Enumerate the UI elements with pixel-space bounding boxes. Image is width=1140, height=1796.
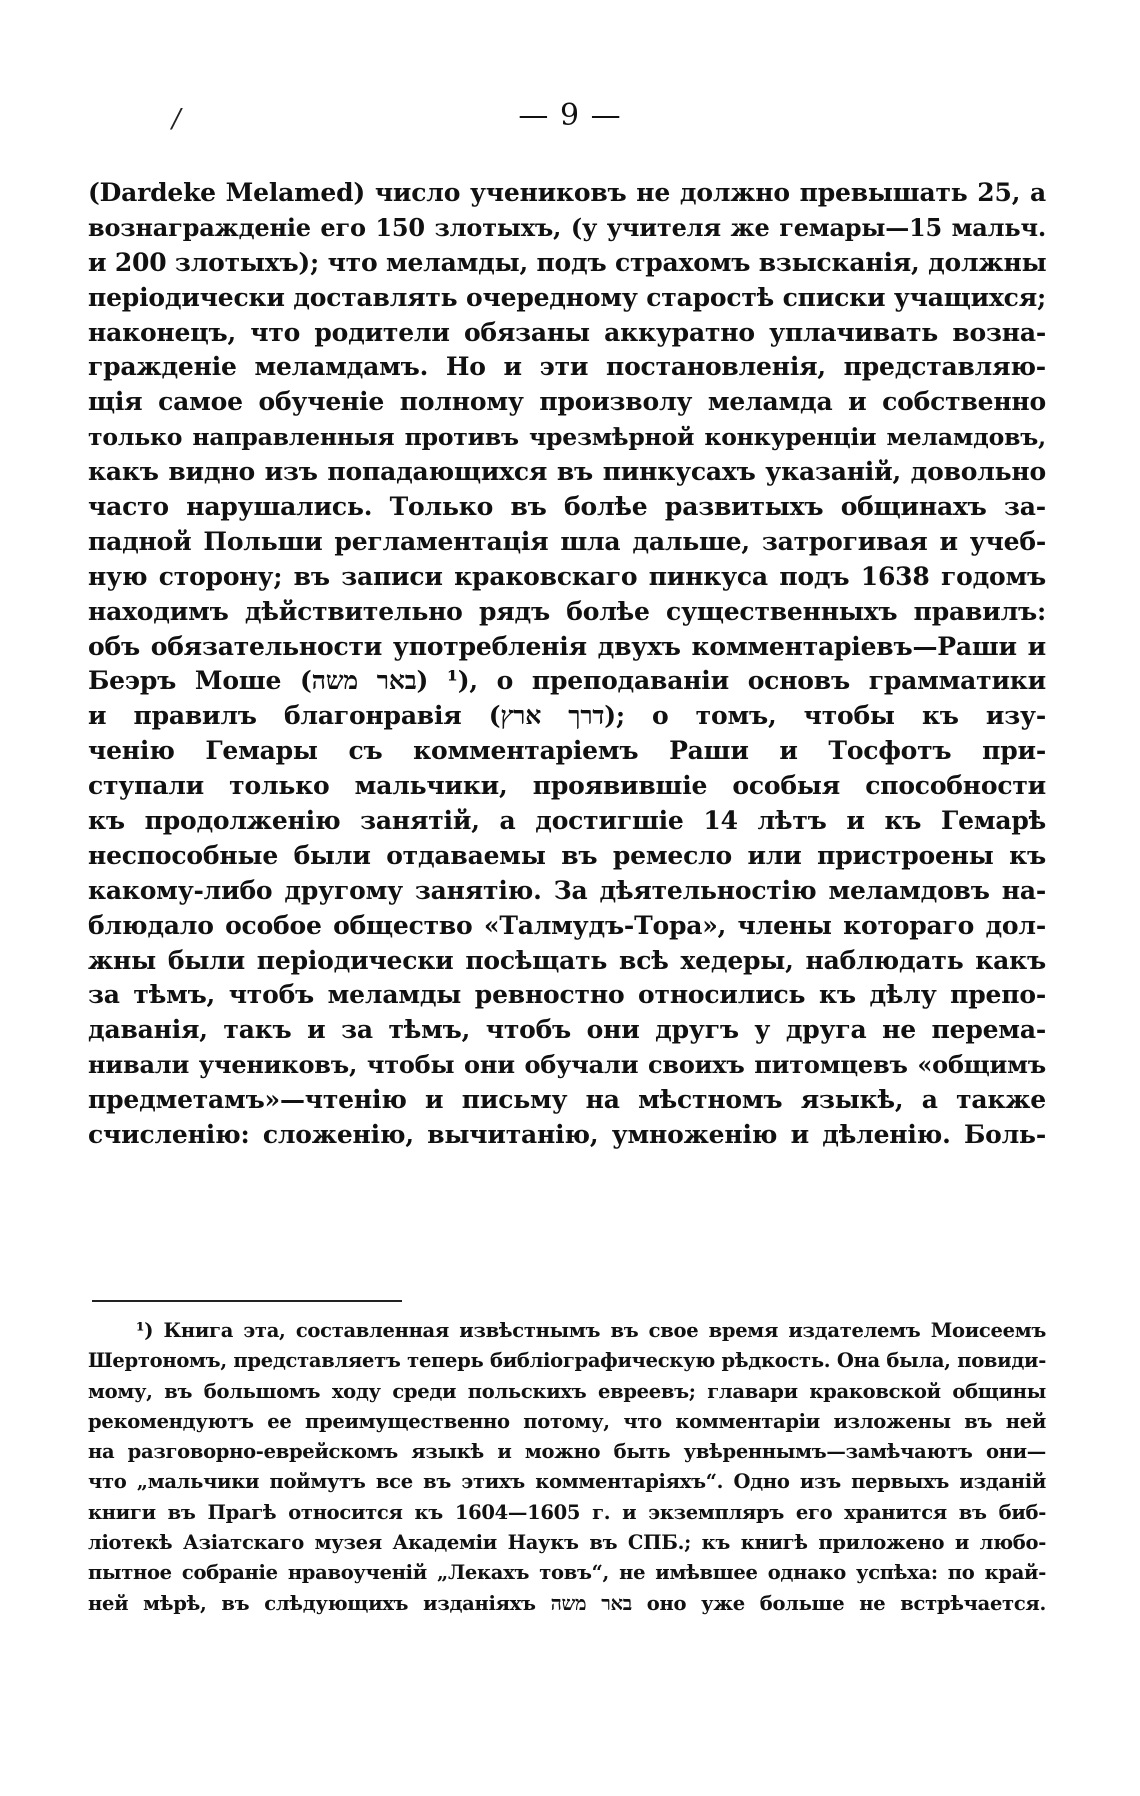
footnote-line: книги въ Прагѣ относится къ 1604—1605 г. и экземпляръ его хранится въ биб-	[88, 1500, 1046, 1524]
text-line: (Dardeke Melamed) число учениковъ не должно превышать 25, а	[88, 178, 1046, 207]
text-line: за тѣмъ, чтобъ меламды ревностно относились къ дѣлу препо-	[88, 980, 1046, 1010]
footnote-line: рекомендуютъ ее преимущественно потому, что комментаріи изложены въ ней	[88, 1409, 1046, 1433]
text-line: и 200 злотыхъ); что меламды, подъ страхомъ взысканія, должны	[88, 247, 1047, 277]
text-line: нивали учениковъ, чтобы они обучали своихъ питомцевъ «общимъ	[88, 1050, 1046, 1080]
text-line: счисленію: сложенію, вычитанію, умноженію и дѣленію. Боль-	[88, 1120, 1046, 1150]
footnote-line: Шертономъ, представляетъ теперь библіографическую рѣдкость. Она была, повиди-	[88, 1349, 1046, 1373]
text-line: ступали только мальчики, проявившіе особыя способности	[88, 771, 1046, 801]
text-line: находимъ дѣйствительно рядъ болѣе существенныхъ правилъ:	[88, 596, 1046, 626]
text-line: неспособные были отдаваемы въ ремесло или пристроены къ	[88, 840, 1046, 870]
text-line: объ обязательности употребленія двухъ комментаріевъ—Раши и	[88, 631, 1046, 661]
text-line: періодически доставлять очередному старостѣ списки учащихся;	[88, 282, 1046, 312]
stray-pencil-mark: /	[172, 104, 181, 134]
page-number: — 9 —	[518, 98, 622, 133]
text-line: Беэръ Моше (באר משה) ¹), о преподаваніи основъ грамматики	[88, 666, 1046, 696]
text-line: только направленныя противъ чрезмѣрной конкуренціи меламдовъ,	[88, 423, 1046, 452]
footnote-line: пытное собраніе нравоученій „Лекахъ товъ“, не имѣвшее однако успѣха: по край-	[88, 1561, 1046, 1585]
text-line: какому-либо другому занятію. За дѣятельностію меламдовъ на-	[88, 875, 1046, 905]
footnote-divider	[92, 1300, 402, 1302]
footnote-line: мому, въ большомъ ходу среди польскихъ евреевъ; главари краковской общины	[88, 1379, 1046, 1403]
text-line: къ продолженію занятій, а достигшіе 14 лѣтъ и къ Гемарѣ	[88, 806, 1046, 836]
text-line: ченію Гемары съ комментаріемъ Раши и Тосфотъ при-	[88, 736, 1046, 766]
text-line: предметамъ»—чтенію и письму на мѣстномъ языкѣ, а также	[88, 1085, 1046, 1115]
text-line: блюдало особое общество «Талмудъ-Тора», члены котораго дол-	[88, 910, 1046, 940]
text-line: даванія, такъ и за тѣмъ, чтобъ они другъ у друга не перема-	[88, 1015, 1046, 1045]
text-line: ную сторону; въ записи краковскаго пинкуса подъ 1638 годомъ	[88, 561, 1046, 591]
footnote	[88, 1316, 1046, 1619]
text-line: падной Польши регламентація шла дальше, затрогивая и учеб-	[88, 526, 1046, 556]
text-line: наконецъ, что родители обязаны аккуратно уплачивать возна-	[88, 317, 1046, 347]
text-line: и правилъ благонравія (דרך ארץ); о томъ, чтобы къ изу-	[88, 701, 1047, 731]
footnote-line: ней мѣрѣ, въ слѣдующихъ изданіяхъ באר משה оно уже больше не встрѣчается.	[88, 1591, 1046, 1615]
footnote-line: на разговорно-еврейскомъ языкѣ и можно быть увѣреннымъ—замѣчаютъ они—	[88, 1440, 1046, 1464]
text-line: часто нарушались. Только въ болѣе развитыхъ общинахъ за-	[88, 492, 1046, 522]
footnote-line: ліотекѣ Азіатскаго музея Академіи Наукъ въ СПБ.; къ книгѣ приложено и любо-	[88, 1531, 1046, 1555]
text-line: вознагражденіе его 150 злотыхъ, (у учителя же гемары—15 мальч.	[88, 212, 1046, 242]
text-line: какъ видно изъ попадающихся въ пинкусахъ указаній, довольно	[88, 457, 1046, 487]
text-line: жны были періодически посѣщать всѣ хедеры, наблюдать какъ	[88, 945, 1046, 975]
main-text	[88, 176, 1046, 1153]
text-line: гражденіе меламдамъ. Но и эти постановленія, представляю-	[88, 352, 1046, 382]
text-line: щія самое обученіе полному произволу меламда и собственно	[88, 387, 1046, 417]
footnote-line: что „мальчики поймутъ все въ этихъ комментаріяхъ“. Одно изъ первыхъ изданій	[88, 1470, 1046, 1494]
footnote-line: ¹) Книга эта, составленная извѣстнымъ въ свое время издателемъ Моисеемъ	[136, 1319, 1046, 1342]
